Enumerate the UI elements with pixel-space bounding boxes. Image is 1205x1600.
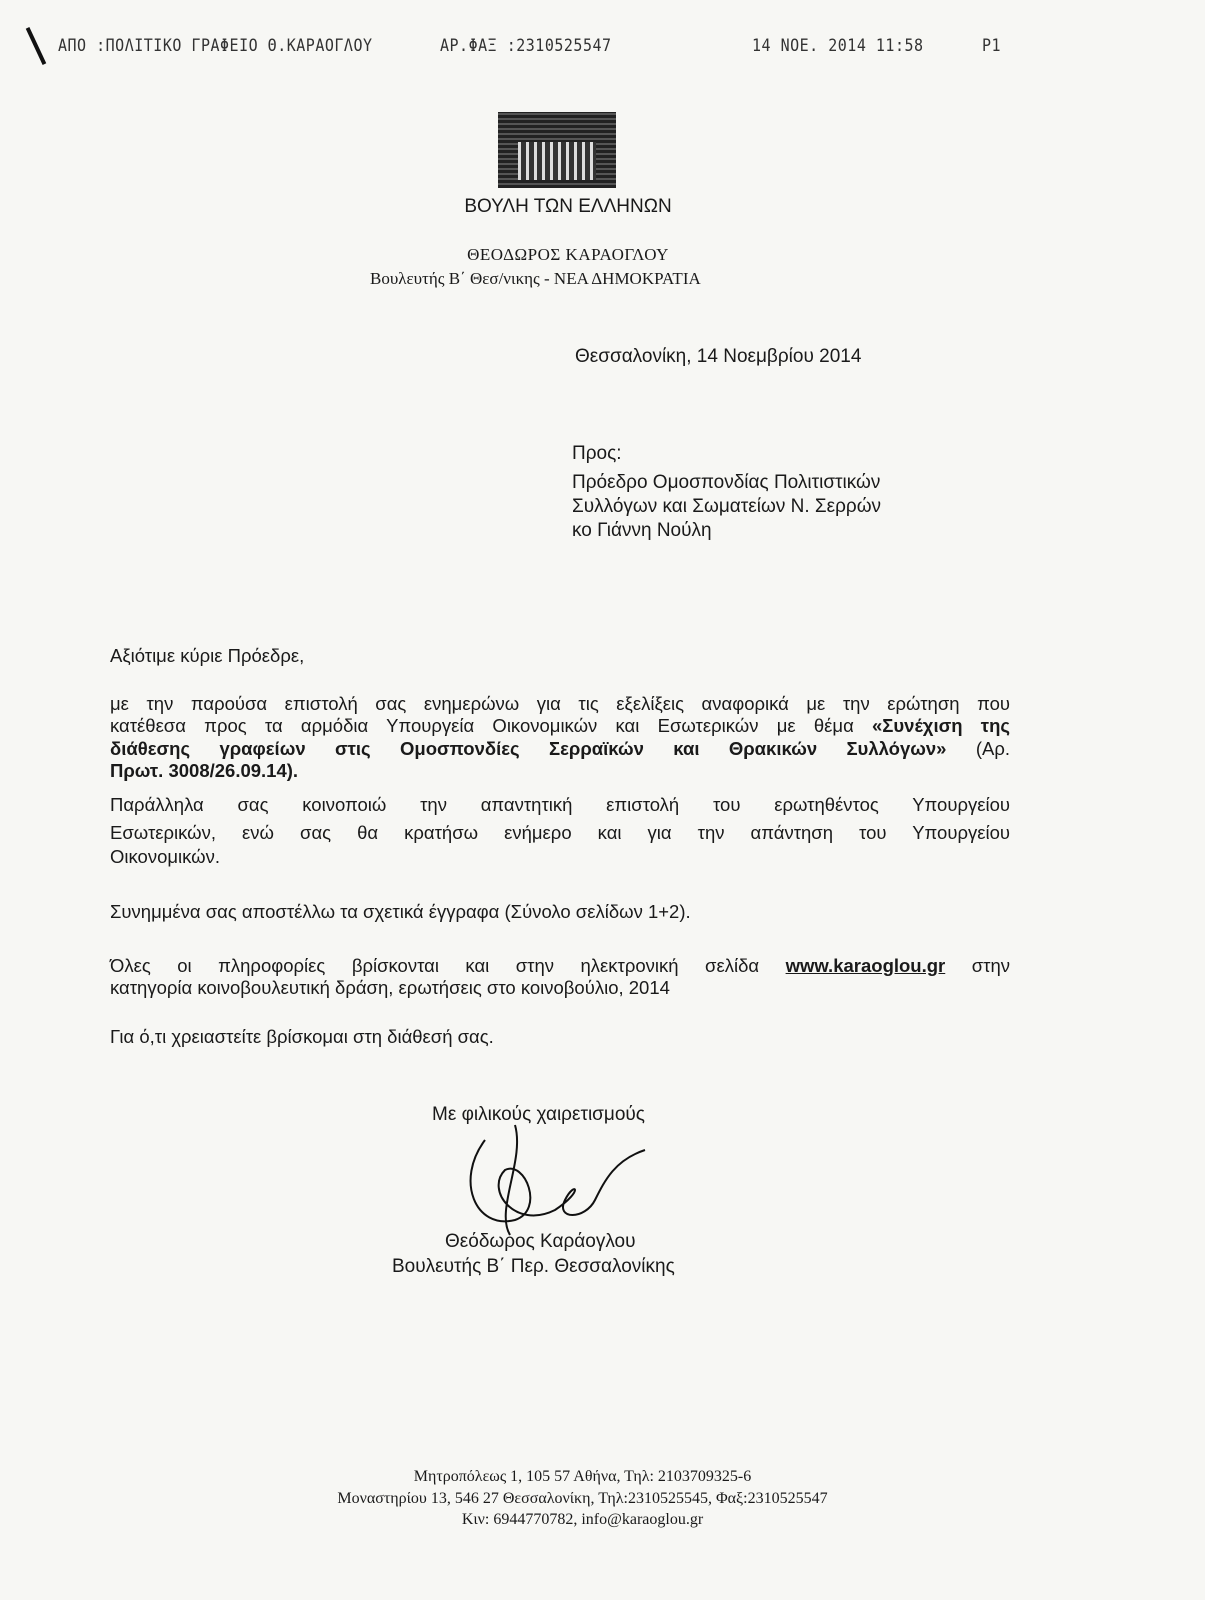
paragraph2-line: Παράλληλα σας κοινοποιώ την απαντητική επιστολή του ερωτηθέντος Υπουργείου: [110, 794, 1010, 815]
parliament-logo: [498, 112, 616, 188]
date-line: Θεσσαλονίκη, 14 Νοεμβρίου 2014: [575, 346, 862, 367]
paragraph1-line: [110, 715, 1010, 737]
paragraph2-line: Οικονομικών.: [110, 846, 220, 867]
fax-page: P1: [982, 34, 1002, 56]
institution: ΒΟΥΛΗ ΤΩΝ ΕΛΛΗΝΩΝ: [464, 196, 672, 217]
recipient-line: κο Γιάννη Νούλη: [572, 520, 712, 541]
footer-line: Μητροπόλεως 1, 105 57 Αθήνα, Τηλ: 2103709325-6: [413, 1468, 752, 1485]
subject-bold: «Συνέχιση της: [872, 715, 1010, 736]
signature: [455, 1120, 655, 1240]
signatory-title: Βουλευτής Β΄ Περ. Θεσσαλονίκης: [392, 1256, 675, 1277]
website-link[interactable]: www.karaoglou.gr: [785, 955, 946, 976]
pen-mark: [26, 27, 47, 65]
signoff: Με φιλικούς χαιρετισμούς: [432, 1104, 645, 1125]
paragraph1-line: Πρωτ. 3008/26.09.14).: [110, 760, 299, 781]
fax-datetime: 14 ΝΟΕ. 2014 11:58: [752, 34, 924, 56]
footer-line: Μοναστηρίου 13, 546 27 Θεσσαλονίκη, Τηλ:2310525545, Φαξ:2310525547: [337, 1490, 828, 1507]
salutation: Αξιότιμε κύριε Πρόεδρε,: [110, 645, 305, 666]
website-line: κατηγορία κοινοβουλευτική δράση, ερωτήσεις στο κοινοβούλιο, 2014: [110, 977, 670, 998]
letterhead-name: ΘΕΟΔΩΡΟΣ ΚΑΡΑΟΓΛΟΥ: [467, 245, 669, 264]
paragraph2-line: Εσωτερικών, ενώ σας θα κρατήσω ενήμερο και για την απάντηση του Υπουργείου: [110, 822, 1010, 843]
signatory-name: Θεόδωρος Καράογλου: [445, 1231, 636, 1252]
website-line: [110, 955, 1010, 977]
paragraph1-line: με την παρούσα επιστολή σας ενημερώνω για τις εξελίξεις αναφορικά με την ερώτηση που: [110, 693, 1010, 714]
text: στην: [945, 955, 1011, 976]
closing-line: Για ό,τι χρειαστείτε βρίσκομαι στη διάθεσή σας.: [110, 1026, 494, 1047]
paragraph1-line: [110, 738, 1010, 760]
footer-line: Κιν: 6944770782, info@karaoglou.gr: [461, 1511, 704, 1528]
attachments-line: Συνημμένα σας αποστέλλω τα σχετικά έγγραφα (Σύνολο σελίδων 1+2).: [110, 901, 691, 922]
recipient-line: Συλλόγων και Σωματείων Ν. Σερρών: [572, 496, 882, 517]
recipient-line: Πρόεδρο Ομοσπονδίας Πολιτιστικών: [572, 472, 881, 493]
subject-bold: διάθεσης γραφείων στις Ομοσπονδίες Σερραϊκών και Θρακικών Συλλόγων»: [110, 738, 947, 759]
recipient-label: Προς:: [572, 443, 622, 464]
fax-sender: ΑΠΟ :ΠΟΛΙΤΙΚΟ ΓΡΑΦΕΙΟ Θ.ΚΑΡΑΟΓΛΟΥ: [58, 34, 373, 56]
text: (Αρ.: [946, 738, 1010, 759]
fax-number: ΑΡ.ΦΑΞ :2310525547: [440, 34, 612, 56]
letterhead-role: Βουλευτής Β΄ Θεσ/νικης - ΝΕΑ ΔΗΜΟΚΡΑΤΙΑ: [370, 269, 701, 288]
text: κατέθεσα προς τα αρμόδια Υπουργεία Οικονομικών και Εσωτερικών με θέμα: [110, 715, 873, 736]
text: Όλες οι πληροφορίες βρίσκονται και στην ηλεκτρονική σελίδα: [110, 955, 786, 976]
